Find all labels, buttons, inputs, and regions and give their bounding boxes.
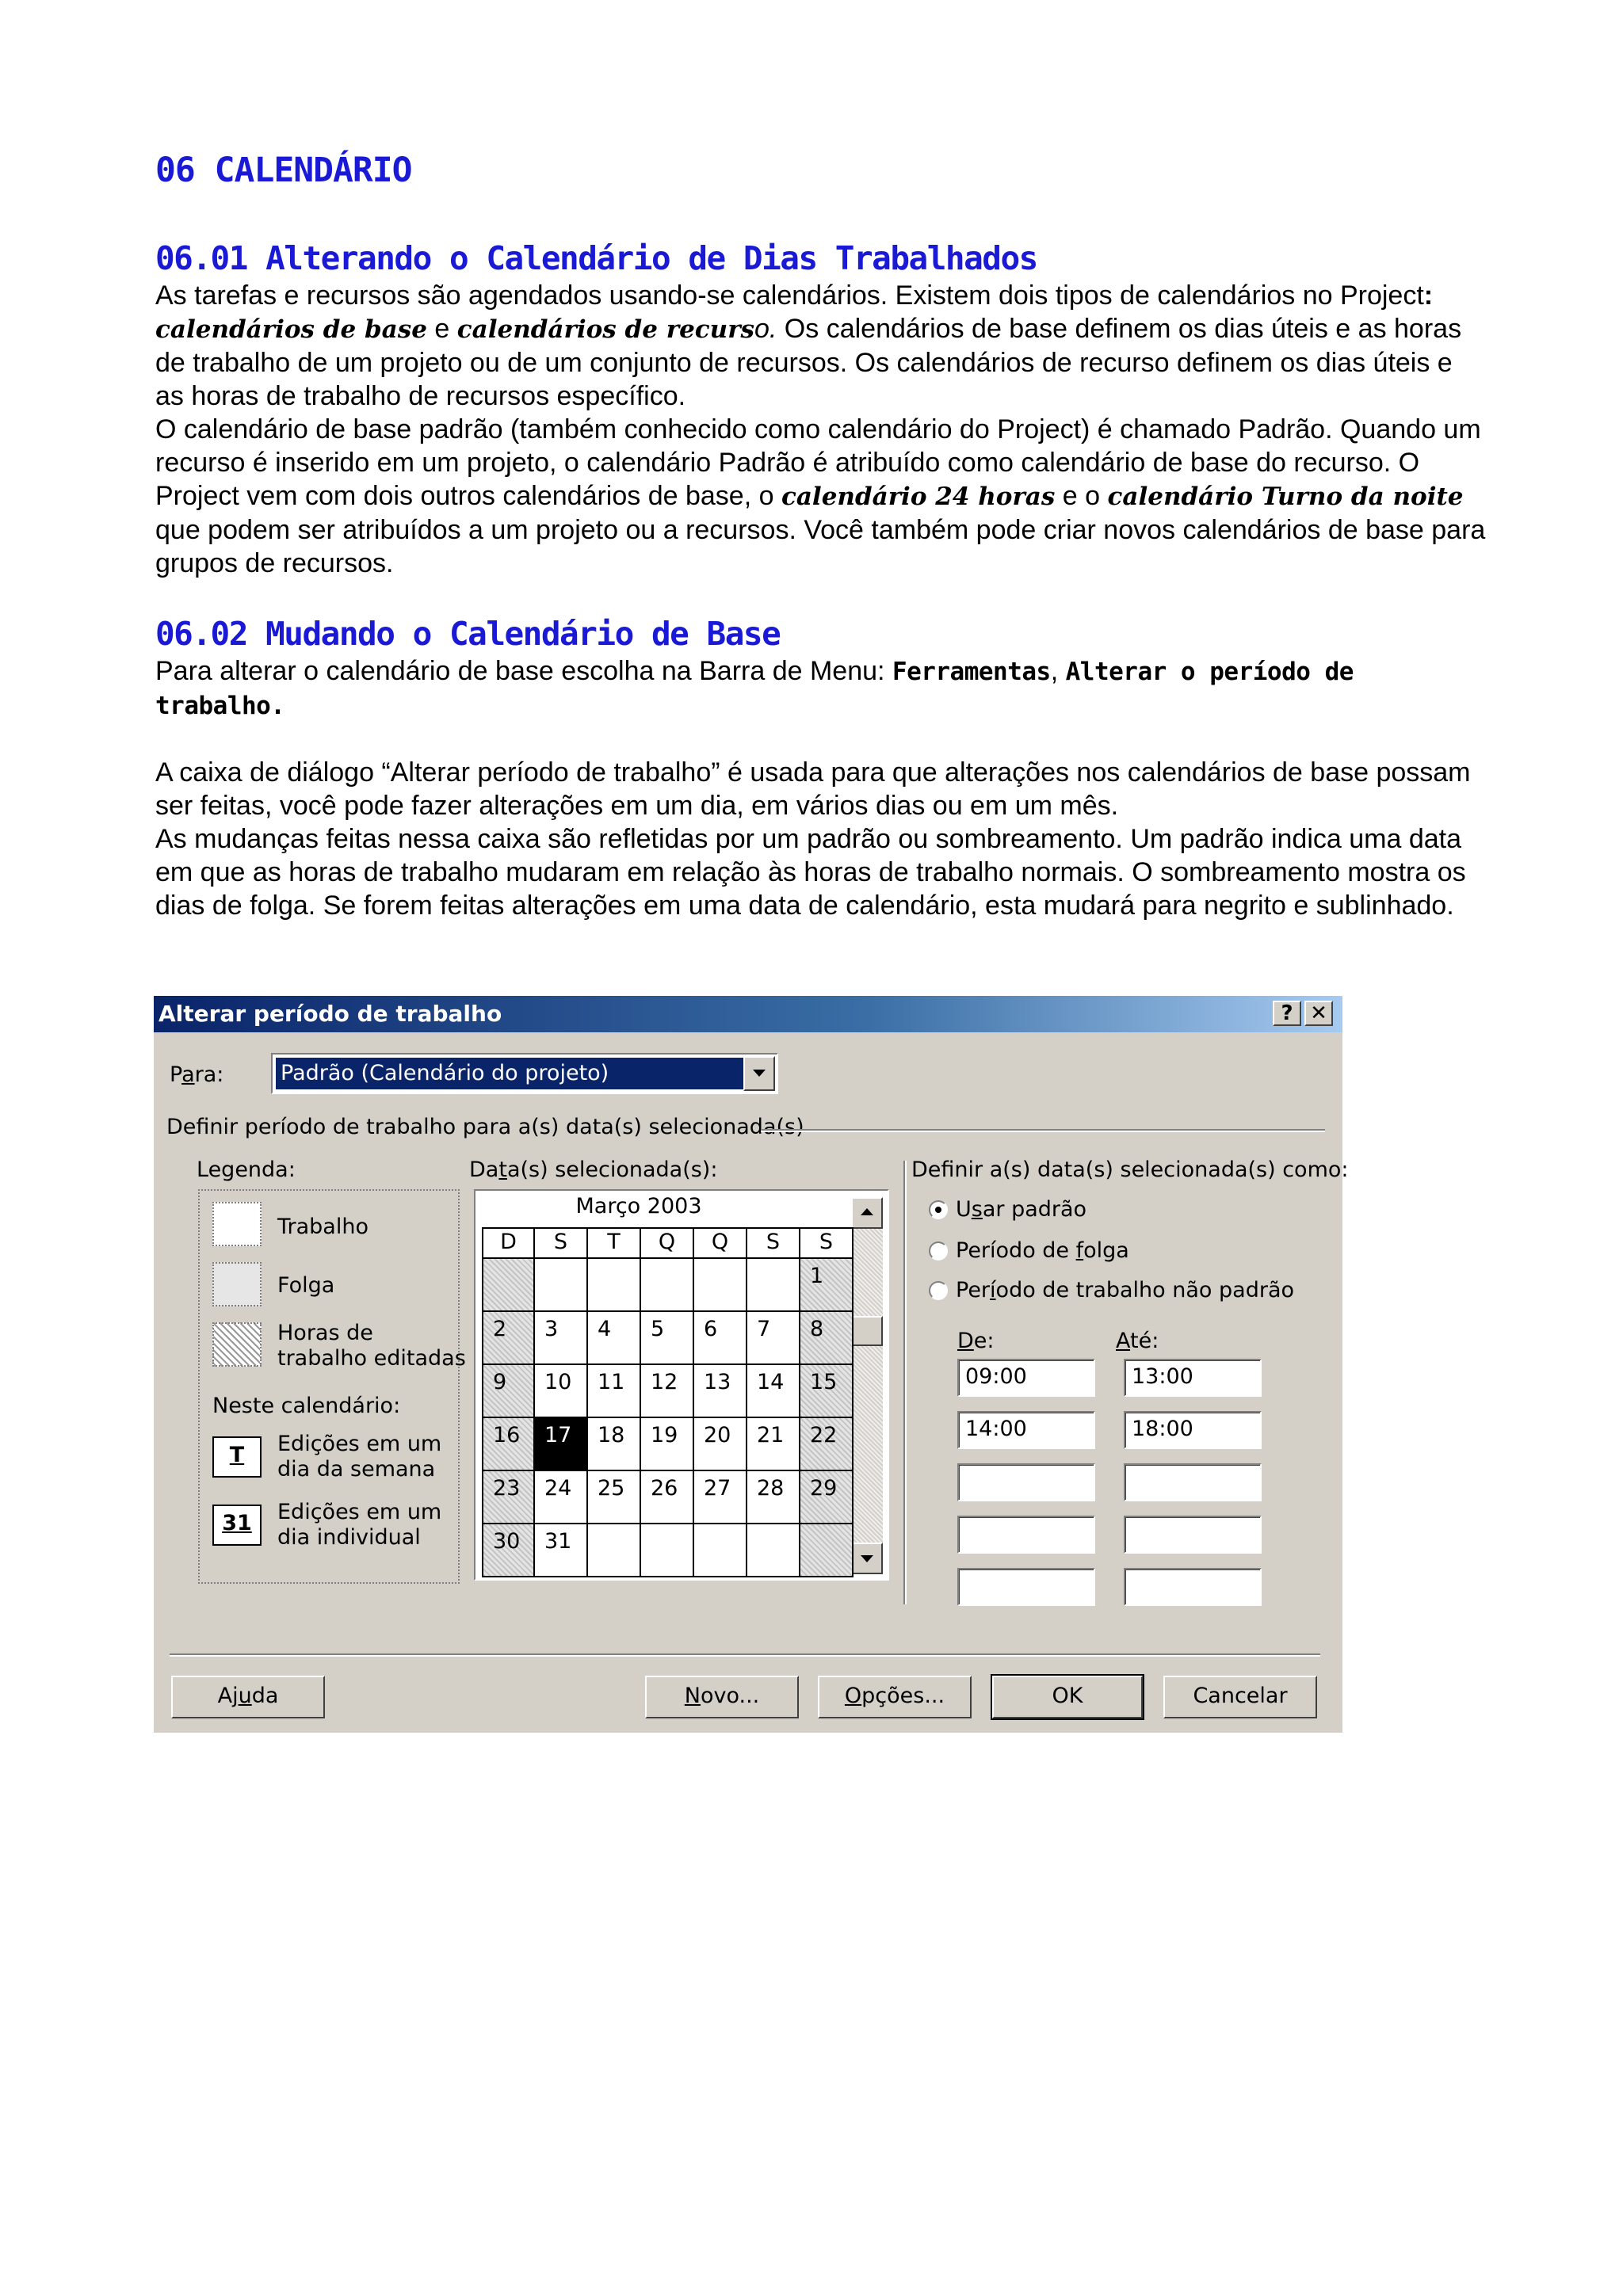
text: U: [956, 1197, 972, 1222]
calendar-day-cell[interactable]: 14: [747, 1365, 800, 1418]
calendar-day-cell[interactable]: 20: [694, 1418, 747, 1471]
calendar-day-cell[interactable]: 13: [694, 1365, 747, 1418]
menu-path-text: Alterar o período de trabalho.: [155, 658, 1354, 720]
calendar-day-cell[interactable]: [641, 1259, 694, 1312]
dialog-title: Alterar período de trabalho: [158, 1001, 502, 1027]
text: o.: [754, 314, 777, 344]
new-button[interactable]: [645, 1676, 799, 1718]
group-divider: [761, 1129, 1325, 1132]
text: P: [170, 1062, 182, 1087]
text: odo de trabalho não padrão: [995, 1278, 1295, 1302]
text: ,: [1050, 656, 1066, 686]
dialog-titlebar: [154, 996, 1342, 1032]
emphasis-text: calendários de base: [155, 315, 427, 344]
calendar-day-cell[interactable]: 19: [641, 1418, 694, 1471]
legend-panel: [198, 1189, 466, 1584]
scroll-up-icon[interactable]: [851, 1197, 883, 1229]
from-time-field[interactable]: 09:00: [957, 1359, 1095, 1397]
text: ovo...: [700, 1684, 760, 1708]
calendar-day-cell[interactable]: 10: [535, 1365, 588, 1418]
section-heading-0601: 06.01 Alterando o Calendário de Dias Trabalhados: [155, 239, 1037, 277]
calendar-day-cell[interactable]: 23: [482, 1471, 535, 1524]
text: u: [238, 1684, 252, 1708]
paragraph-dialog-purpose: A caixa de diálogo “Alterar período de trabalho” é usada para que alterações nos calendários de base possam ser feitas, você pode fazer alterações em um dia, em vários dias ou em um mês.: [155, 757, 1471, 821]
emphasis-text: calendários de recurs: [456, 315, 754, 344]
calendar-day-cell[interactable]: 27: [694, 1471, 747, 1524]
calendar-day-cell[interactable]: [641, 1524, 694, 1577]
from-time-field[interactable]: [957, 1568, 1095, 1606]
calendar-day-cell[interactable]: 6: [694, 1312, 747, 1365]
individual-day-icon: [212, 1505, 262, 1546]
text: A: [1116, 1329, 1130, 1353]
nonworking-label[interactable]: [956, 1238, 1129, 1263]
calendar-day-cell[interactable]: 11: [588, 1365, 641, 1418]
calendar-day-cell[interactable]: 15: [800, 1365, 854, 1418]
calendar-day-cell[interactable]: 4: [588, 1312, 641, 1365]
para-label: [170, 1062, 223, 1087]
help-icon[interactable]: ?: [1273, 1001, 1301, 1026]
legend-work-label: Trabalho: [277, 1215, 369, 1239]
help-button[interactable]: [171, 1676, 325, 1718]
calendar-day-cell[interactable]: 30: [482, 1524, 535, 1577]
legend-label: Legenda:: [197, 1158, 296, 1182]
to-label: [1116, 1329, 1159, 1353]
to-time-field[interactable]: [1124, 1516, 1262, 1554]
calendar-day-cell[interactable]: [588, 1259, 641, 1312]
text: Para alterar o calendário de base escolha na Barra de Menu:: [155, 656, 892, 686]
calendar-day-cell[interactable]: 9: [482, 1365, 535, 1418]
text: que podem ser atribuídos a um projeto ou a recursos. Você também pode criar novos calendários de base para grupos de recursos.: [155, 515, 1486, 578]
text: T: [229, 1443, 245, 1467]
weekday-header: T: [588, 1229, 641, 1259]
calendar-day-cell[interactable]: 22: [800, 1418, 854, 1471]
legend-this-calendar-label: Neste calendário:: [212, 1394, 401, 1418]
from-label: [957, 1329, 995, 1353]
nondefault-working-label[interactable]: [956, 1278, 1294, 1302]
text: e o: [1055, 481, 1108, 511]
calendar-select[interactable]: [271, 1053, 778, 1094]
document-body: [155, 151, 1487, 922]
text: As tarefas e recursos são agendados usando-se calendários. Existem dois tipos de calendários no Project: [155, 280, 1424, 311]
edited-hours-swatch: [212, 1322, 262, 1367]
calendar-day-cell[interactable]: 2: [482, 1312, 535, 1365]
text: Aj: [217, 1684, 239, 1708]
calendar-day-cell[interactable]: 24: [535, 1471, 588, 1524]
calendar-day-cell[interactable]: 8: [800, 1312, 854, 1365]
text: Per: [956, 1278, 991, 1302]
weekday-header: S: [535, 1229, 588, 1259]
close-icon[interactable]: ✕: [1304, 1001, 1333, 1026]
nonworking-swatch: [212, 1262, 262, 1306]
calendar-day-cell[interactable]: [535, 1259, 588, 1312]
calendar-day-cell[interactable]: 26: [641, 1471, 694, 1524]
calendar-day-cell[interactable]: 31: [535, 1524, 588, 1577]
weekday-header: Q: [641, 1229, 694, 1259]
legend-off-label: Folga: [277, 1273, 335, 1298]
text: olga: [1083, 1238, 1129, 1263]
calendar-month-title: Março 2003: [575, 1194, 702, 1219]
chapter-heading: 06 CALENDÁRIO: [155, 151, 412, 190]
legend-individual-label-2: dia individual: [277, 1525, 421, 1550]
calendar-day-cell[interactable]: 28: [747, 1471, 800, 1524]
weekday-header: S: [800, 1229, 854, 1259]
section-heading-0602: 06.02 Mudando o Calendário de Base: [155, 615, 781, 653]
weekday-header: D: [482, 1229, 535, 1259]
calendar-day-cell[interactable]: 18: [588, 1418, 641, 1471]
from-time-field[interactable]: 14:00: [957, 1411, 1095, 1449]
text: Período de: [956, 1238, 1076, 1263]
paragraph-calendar-types: [155, 279, 1487, 413]
text: ra:: [194, 1062, 224, 1087]
use-default-radio[interactable]: [929, 1200, 948, 1219]
paragraph-menu-path: [155, 654, 1487, 723]
calendar-day-cell[interactable]: 1: [800, 1259, 854, 1312]
selected-dates-label: [469, 1158, 717, 1182]
options-button[interactable]: [818, 1676, 972, 1718]
nonworking-radio[interactable]: [929, 1241, 948, 1261]
calendar-day-cell[interactable]: 21: [747, 1418, 800, 1471]
calendar-day-cell[interactable]: 16: [482, 1418, 535, 1471]
text: s: [971, 1197, 983, 1222]
text: Da: [469, 1158, 499, 1182]
text: O calendário de base padrão (também conhecido como calendário do Project) é chamado Padrão. Quando um recurso é inserido em um projeto, o calendário Padrão é atribuído como calendário de base do recurso. O Project vem com dois outros calendários de base, o: [155, 414, 1481, 511]
calendar-day-cell[interactable]: [694, 1524, 747, 1577]
text: t: [498, 1158, 507, 1182]
calendar-day-cell[interactable]: 25: [588, 1471, 641, 1524]
legend-weekday-label-2: dia da semana: [277, 1457, 436, 1482]
chevron-down-icon[interactable]: [743, 1056, 775, 1091]
calendar-day-cell[interactable]: 5: [641, 1312, 694, 1365]
text: da: [251, 1684, 279, 1708]
panel-divider: [903, 1161, 907, 1604]
weekday-header: S: [747, 1229, 800, 1259]
menu-path-text: Ferramentas: [892, 658, 1051, 686]
scroll-thumb[interactable]: [851, 1316, 883, 1346]
weekday-header: Q: [694, 1229, 747, 1259]
text: f: [1075, 1238, 1084, 1263]
to-time-field[interactable]: 13:00: [1124, 1359, 1262, 1397]
from-time-field[interactable]: [957, 1516, 1095, 1554]
emphasis-text: calendário 24 horas: [781, 482, 1056, 511]
calendar-day-cell[interactable]: [747, 1524, 800, 1577]
emphasis-text: calendário Turno da noite: [1107, 482, 1464, 511]
calendar-select-value: Padrão (Calendário do projeto): [276, 1058, 743, 1089]
text: té:: [1130, 1329, 1159, 1353]
scroll-down-icon[interactable]: [851, 1543, 883, 1574]
text: Os calendários de base definem os dias úteis e as horas de trabalho de um projeto ou de um conjunto de recursos. Os calendários de recurso definem os dias úteis e as horas de trabalho de recursos específico.: [155, 314, 1462, 411]
text: a: [181, 1062, 195, 1087]
calendar-day-cell[interactable]: [482, 1259, 535, 1312]
change-working-time-dialog: [154, 996, 1349, 1733]
text: e: [426, 314, 457, 344]
legend-edited-label-2: trabalho editadas: [277, 1346, 466, 1371]
text: O: [844, 1684, 862, 1708]
paragraph-shading: As mudanças feitas nessa caixa são refletidas por um padrão ou sombreamento. Um padrão indica uma data em que as horas de trabalho mudaram em relação às horas de trabalho normais. O sombreamento mostra os dias de folga. Se forem feitas alterações em uma data de calendário, esta mudará para negrito e sublinhado.: [155, 824, 1466, 921]
calendar-day-cell[interactable]: [694, 1259, 747, 1312]
calendar-day-cell[interactable]: [588, 1524, 641, 1577]
from-time-field[interactable]: [957, 1463, 1095, 1501]
text: ar padrão: [982, 1197, 1087, 1222]
text: N: [684, 1684, 701, 1708]
text: e:: [973, 1329, 995, 1353]
legend-edited-label-1: Horas de: [277, 1321, 373, 1345]
to-time-field[interactable]: 18:00: [1124, 1411, 1262, 1449]
legend-weekday-label-1: Edições em um: [277, 1432, 442, 1456]
text: í: [990, 1278, 996, 1302]
calendar-day-cell[interactable]: 12: [641, 1365, 694, 1418]
use-default-label[interactable]: [956, 1197, 1086, 1222]
text: :: [1423, 280, 1434, 311]
paragraph-default-calendar: [155, 413, 1487, 580]
calendar-day-cell[interactable]: 29: [800, 1471, 854, 1524]
ok-button[interactable]: OK: [992, 1676, 1143, 1718]
cancel-button[interactable]: Cancelar: [1163, 1676, 1317, 1718]
text: a(s) selecionada(s):: [506, 1158, 718, 1182]
buttons-divider: [170, 1653, 1320, 1657]
group-label: Definir período de trabalho para a(s) data(s) selecionada(s): [166, 1115, 804, 1139]
calendar-scrollbar[interactable]: [851, 1197, 883, 1574]
nondefault-working-radio[interactable]: [929, 1281, 948, 1300]
work-swatch: [212, 1202, 262, 1246]
to-time-field[interactable]: [1124, 1463, 1262, 1501]
define-as-label: Definir a(s) data(s) selecionada(s) como:: [911, 1158, 1349, 1182]
calendar-day-cell[interactable]: 3: [535, 1312, 588, 1365]
text: pções...: [861, 1684, 945, 1708]
weekday-edit-icon: [212, 1436, 262, 1478]
text: 31: [222, 1511, 252, 1535]
calendar-day-cell[interactable]: 17: [535, 1418, 588, 1471]
legend-individual-label-1: Edições em um: [277, 1500, 442, 1524]
to-time-field[interactable]: [1124, 1568, 1262, 1606]
calendar-day-cell[interactable]: [747, 1259, 800, 1312]
calendar-day-cell[interactable]: [800, 1524, 854, 1577]
calendar-day-cell[interactable]: 7: [747, 1312, 800, 1365]
month-calendar[interactable]: [474, 1189, 889, 1581]
text: D: [957, 1329, 974, 1353]
